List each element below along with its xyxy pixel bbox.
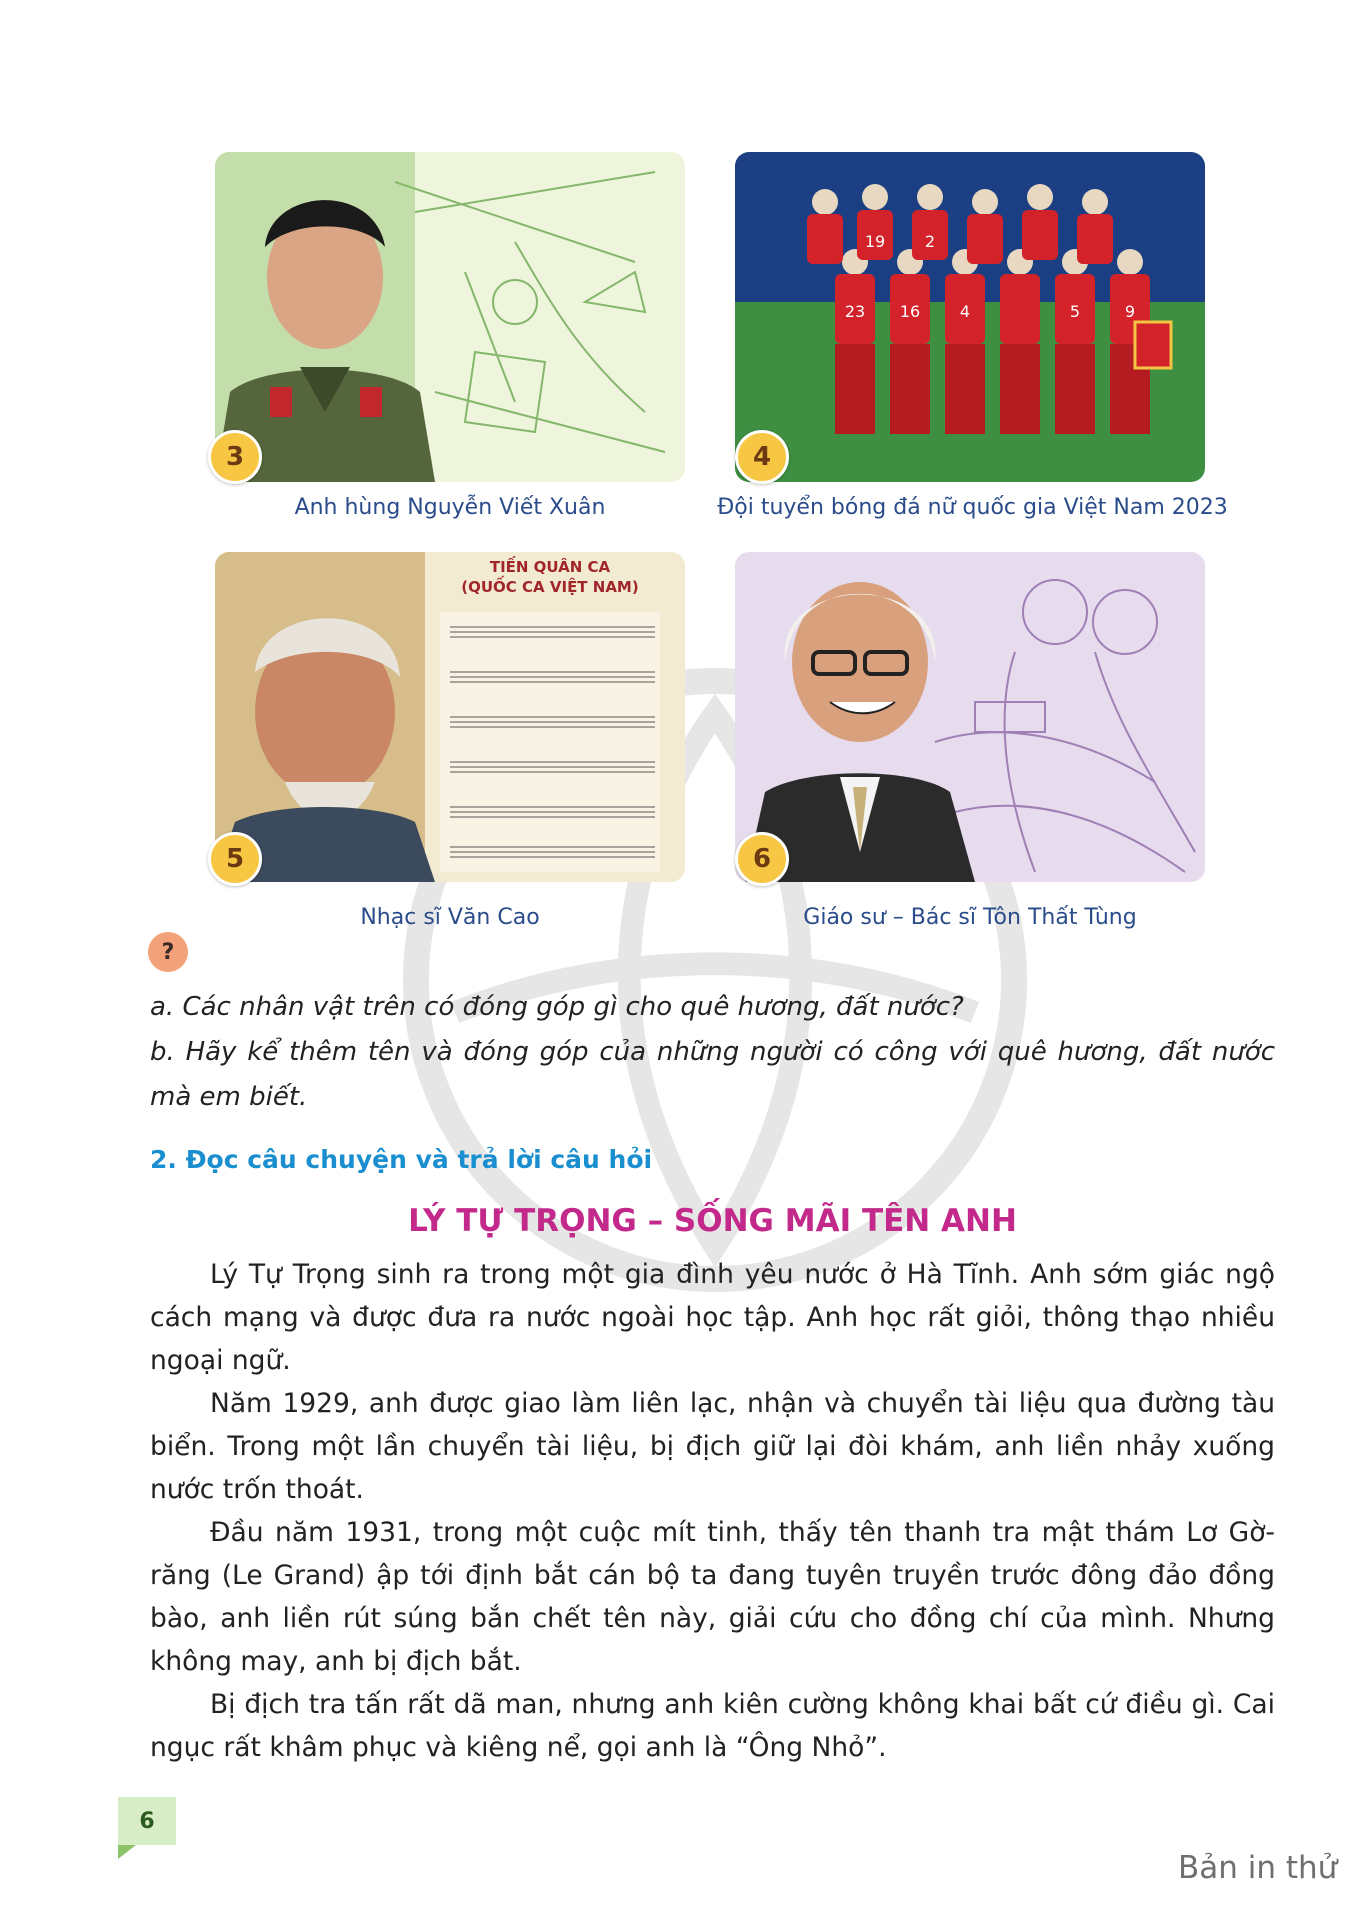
photo-caption: Đội tuyển bóng đá nữ quốc gia Việt Nam 2023 bbox=[717, 495, 1228, 520]
photo-caption: Nhạc sĩ Văn Cao bbox=[360, 905, 540, 930]
sheet-music-title: TIẾN QUÂN CA bbox=[489, 558, 611, 576]
section-heading: 2. Đọc câu chuyện và trả lời câu hỏi bbox=[150, 1145, 653, 1174]
jersey-number: 16 bbox=[899, 302, 921, 321]
photo-number-badge: 5 bbox=[208, 832, 262, 886]
photo-number-badge: 4 bbox=[735, 430, 789, 484]
photo-nguyen-viet-xuan bbox=[215, 152, 685, 482]
photo-number-badge: 6 bbox=[735, 832, 789, 886]
question-icon: ? bbox=[148, 932, 188, 972]
page-tab-corner bbox=[118, 1845, 136, 1859]
page-number: 6 bbox=[118, 1797, 176, 1845]
jersey-number: 23 bbox=[844, 302, 866, 321]
photo-caption: Anh hùng Nguyễn Viết Xuân bbox=[294, 495, 606, 520]
question-a: a. Các nhân vật trên có đóng góp gì cho quê hương, đất nước? bbox=[150, 992, 964, 1022]
sheet-music-subtitle: (QUỐC CA VIỆT NAM) bbox=[461, 578, 639, 596]
question-b: b. Hãy kể thêm tên và đóng góp của những người có công với quê hương, đất nước mà em biết. bbox=[150, 1037, 1275, 1112]
print-proof-note: Bản in thử bbox=[1178, 1850, 1338, 1886]
photo-caption: Giáo sư – Bác sĩ Tôn Thất Tùng bbox=[803, 905, 1137, 930]
jersey-number: 4 bbox=[959, 302, 971, 321]
photo-women-football-team bbox=[735, 152, 1205, 482]
story-paragraph: Bị địch tra tấn rất dã man, nhưng anh kiên cường không khai bất cứ điều gì. Cai ngục rất khâm phục và kiêng nể, gọi anh là “Ông Nhỏ”. bbox=[150, 1689, 1275, 1763]
photo-ton-that-tung bbox=[735, 552, 1205, 882]
photo-number-badge: 3 bbox=[208, 430, 262, 484]
story-paragraph: Năm 1929, anh được giao làm liên lạc, nhận và chuyển tài liệu qua đường tàu biển. Trong một lần chuyển tài liệu, bị địch giữ lại đòi khám, anh liền nhảy xuống nước trốn thoát. bbox=[150, 1388, 1275, 1505]
jersey-number: 5 bbox=[1069, 302, 1081, 321]
jersey-number: 19 bbox=[864, 232, 886, 251]
story-paragraph: Đầu năm 1931, trong một cuộc mít tinh, thấy tên thanh tra mật thám Lơ Gờ-răng (Le Grand) ập tới định bắt cán bộ ta đang tuyên truyền trước đông đảo đồng bào, anh liền rút súng bắn chết tên này, giải cứu cho đồng chí của mình. Nhưng không may, anh bị địch bắt. bbox=[150, 1517, 1275, 1677]
jersey-number: 9 bbox=[1124, 302, 1136, 321]
photo-van-cao bbox=[215, 552, 685, 882]
story-paragraph: Lý Tự Trọng sinh ra trong một gia đình yêu nước ở Hà Tĩnh. Anh sớm giác ngộ cách mạng và được đưa ra nước ngoài học tập. Anh học rất giỏi, thông thạo nhiều ngoại ngữ. bbox=[150, 1259, 1275, 1376]
jersey-number: 2 bbox=[924, 232, 936, 251]
story-title: LÝ TỰ TRỌNG – SỐNG MÃI TÊN ANH bbox=[408, 1203, 1017, 1239]
